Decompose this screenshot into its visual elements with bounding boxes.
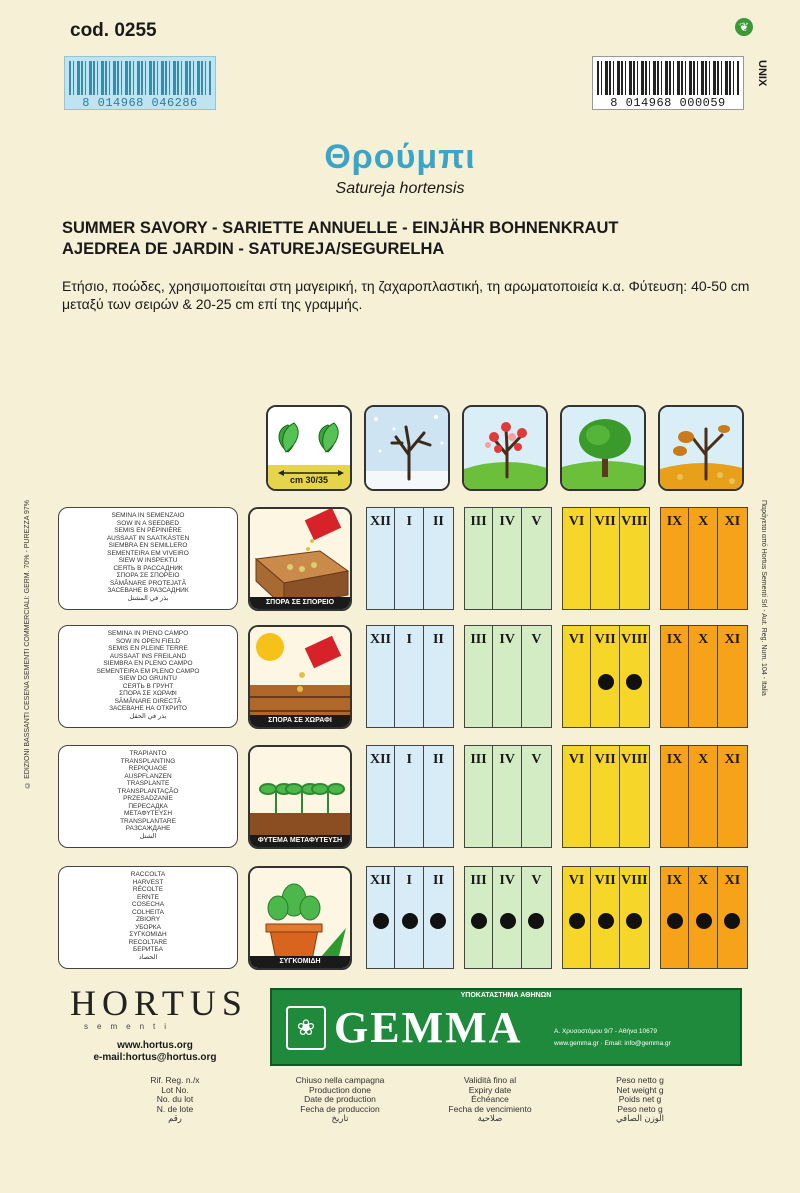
month-label: VI bbox=[568, 632, 585, 647]
row-text-line: ERNTE bbox=[136, 893, 160, 901]
row-text-transplant bbox=[58, 745, 238, 848]
summer-tree-icon bbox=[560, 405, 646, 491]
month-cell bbox=[563, 867, 591, 968]
product-code: cod. 0255 bbox=[70, 20, 157, 41]
month-column bbox=[366, 866, 454, 969]
month-cell bbox=[661, 867, 689, 968]
month-cell bbox=[396, 867, 424, 968]
month-column bbox=[660, 866, 748, 969]
barcode-right-digits: 8 014968 000059 bbox=[610, 96, 726, 110]
month-label: VI bbox=[568, 752, 585, 767]
month-label: II bbox=[432, 752, 444, 767]
side-text-right-content: Παράγεται από Hortus Sementi Srl - Aut. Reg. Num. 104 - Italia bbox=[760, 500, 767, 696]
row-text-line: РАЗСАЖДАНЕ bbox=[125, 825, 171, 832]
seed-tray-icon bbox=[248, 507, 352, 611]
row-text-line: TRASPLANTE bbox=[126, 780, 170, 787]
gemma-name: GEMMA bbox=[334, 1003, 523, 1052]
row-text-line: SIEMBRA EN SEMILLERO bbox=[108, 542, 188, 549]
month-label: I bbox=[406, 752, 412, 767]
row-text-line: SIEMBRA EN PLENO CAMPO bbox=[103, 660, 193, 667]
month-cell bbox=[424, 867, 452, 968]
row-text-line: COLHEITA bbox=[131, 908, 165, 916]
month-column bbox=[562, 745, 650, 848]
month-label: V bbox=[531, 873, 542, 888]
month-cell bbox=[690, 746, 718, 847]
side-text-left-content: © EDIZIONI BASSANTI CESENA SEMENTI COMMERCIALI: GERM. 70% - PUREZZA 97% bbox=[24, 500, 31, 788]
month-label: VIII bbox=[621, 514, 648, 529]
month-column bbox=[366, 745, 454, 848]
footer-line: Lot No. bbox=[161, 1084, 189, 1095]
row-text-sowing-field bbox=[58, 625, 238, 728]
autumn-tree-icon bbox=[658, 405, 744, 491]
month-label: VI bbox=[568, 873, 585, 888]
footer-line: Poids net g bbox=[618, 1094, 662, 1104]
gemma-banner bbox=[270, 988, 742, 1066]
harvest-icon bbox=[248, 866, 352, 970]
month-cell bbox=[620, 626, 648, 727]
product-description: Ετήσιο, ποώδες, χρησιμοποιείται στη μαγειρική, τη ζαχαροπλαστική, τη αρωματοποιεία κ.α. Φύτευση: 40-50 cm μεταξύ των σειρών & 20-25 cm επί της γραμμής. bbox=[62, 278, 750, 312]
month-cell bbox=[563, 626, 591, 727]
month-cell bbox=[367, 626, 395, 727]
month-column bbox=[660, 625, 748, 728]
active-month-dot bbox=[696, 913, 712, 929]
month-column bbox=[464, 745, 552, 848]
month-label: X bbox=[698, 514, 709, 529]
month-cell bbox=[396, 626, 424, 727]
row-text-line: SEMINA IN PIENO CAMPO bbox=[107, 630, 189, 637]
month-cell bbox=[718, 508, 746, 609]
month-label: IV bbox=[499, 632, 515, 647]
row-text-line: УБОРКА bbox=[135, 923, 161, 931]
row-text-line: ΣΠΟΡΑ ΣΕ ΧΩΡΑΦΙ bbox=[119, 690, 177, 697]
month-column bbox=[464, 625, 552, 728]
month-column bbox=[366, 507, 454, 610]
barcode-bars bbox=[69, 61, 211, 95]
transplant-icon bbox=[248, 745, 352, 849]
month-label: VIII bbox=[621, 752, 648, 767]
gemma-contact-line: www.gemma.gr · Email: info@gemma.gr bbox=[554, 1040, 671, 1047]
month-cell bbox=[367, 508, 395, 609]
row-text-line: ZBIORY bbox=[135, 916, 161, 923]
month-label: IX bbox=[666, 514, 683, 529]
month-cell bbox=[522, 867, 550, 968]
month-label: VIII bbox=[621, 632, 648, 647]
month-cell bbox=[494, 508, 522, 609]
row-text-sowing-seedbed bbox=[58, 507, 238, 610]
footer-line: Net weight g bbox=[616, 1084, 664, 1095]
side-text-right bbox=[760, 500, 774, 980]
month-cell bbox=[465, 867, 493, 968]
month-label: V bbox=[531, 514, 542, 529]
month-column bbox=[562, 507, 650, 610]
footer-line: N. de lote bbox=[156, 1103, 194, 1114]
active-month-dot bbox=[667, 913, 683, 929]
row-text-line: REPIQUAGE bbox=[128, 765, 168, 772]
month-label: VII bbox=[594, 632, 616, 647]
row-text-line: SĂMÂNARE DIRECTĂ bbox=[114, 697, 182, 705]
row-label: ΦΥΤΕΜΑ ΜΕΤΑΦΥΤΕΥΣΗ bbox=[250, 835, 350, 847]
active-month-dot bbox=[626, 674, 642, 690]
month-column bbox=[562, 866, 650, 969]
month-label: XII bbox=[369, 514, 391, 529]
month-cell bbox=[522, 508, 550, 609]
month-cell bbox=[718, 867, 746, 968]
gemma-address-line: A. Χρυσοστόμου 9/7 - Αθήνα 10679 bbox=[554, 1028, 657, 1035]
month-label: IX bbox=[666, 632, 683, 647]
row-text-line: SOW IN A SEEDBED bbox=[116, 519, 180, 527]
gemma-top-label: ΥΠΟΚΑΤΑΣΤΗΜΑ ΑΘΗΝΩΝ bbox=[460, 992, 552, 999]
month-label: II bbox=[432, 514, 444, 529]
row-label: ΣΥΓΚΟΜΙΔΗ bbox=[250, 956, 350, 968]
month-label: I bbox=[406, 632, 412, 647]
footer-line: Fecha de produccion bbox=[300, 1103, 380, 1114]
month-cell bbox=[367, 746, 395, 847]
month-cell bbox=[661, 508, 689, 609]
spacing-label: cm 30/35 bbox=[289, 475, 329, 485]
spacing-icon bbox=[266, 405, 352, 491]
footer-line: الوزن الصافي bbox=[615, 1113, 665, 1123]
row-text-line: SEMIS EN PLEINE TERRE bbox=[108, 645, 188, 652]
month-label: IV bbox=[499, 752, 515, 767]
row-text-line: HARVEST bbox=[132, 878, 164, 886]
row-text-line: TRANSPLANTAÇÃO bbox=[117, 787, 179, 795]
spring-tree-icon bbox=[462, 405, 548, 491]
row-text-line: TRANSPLANTING bbox=[120, 757, 176, 765]
month-cell bbox=[661, 746, 689, 847]
footer-line: Validità fino al bbox=[463, 1075, 517, 1085]
month-cell bbox=[396, 746, 424, 847]
footer-col-production bbox=[270, 1076, 410, 1124]
unix-label: UNIX bbox=[756, 60, 768, 87]
row-text-line: SOW IN OPEN FIELD bbox=[115, 637, 181, 645]
barcode-right bbox=[592, 56, 744, 110]
row-text-line: SĂMÂNARE PROTEJATĂ bbox=[109, 579, 187, 587]
row-text-harvest bbox=[58, 866, 238, 969]
month-label: I bbox=[406, 873, 412, 888]
row-text-line: بذر في الحقل bbox=[129, 712, 167, 720]
active-month-dot bbox=[724, 913, 740, 929]
row-text-line: TRANSPLANTARE bbox=[120, 817, 176, 825]
month-cell bbox=[465, 508, 493, 609]
hortus-sub: sementi bbox=[84, 1022, 176, 1031]
month-label: III bbox=[470, 873, 487, 888]
hortus-website[interactable]: www.hortus.org bbox=[117, 1040, 193, 1051]
month-cell bbox=[522, 626, 550, 727]
month-column bbox=[660, 507, 748, 610]
row-text-line: بذر في المشتل bbox=[127, 594, 169, 602]
month-label: XI bbox=[724, 514, 741, 529]
footer-line: Peso netto g bbox=[616, 1075, 664, 1085]
month-label: XI bbox=[724, 752, 741, 767]
month-cell bbox=[592, 626, 620, 727]
month-label: XII bbox=[369, 632, 391, 647]
month-label: XII bbox=[369, 752, 391, 767]
footer-col-weight bbox=[580, 1076, 700, 1124]
active-month-dot bbox=[430, 913, 446, 929]
month-label: V bbox=[531, 632, 542, 647]
month-cell bbox=[424, 508, 452, 609]
row-text-line: AUSSAAT INS FREILAND bbox=[109, 652, 187, 660]
month-label: IX bbox=[666, 873, 683, 888]
month-label: IV bbox=[499, 873, 515, 888]
active-month-dot bbox=[598, 913, 614, 929]
month-label: IX bbox=[666, 752, 683, 767]
month-label: X bbox=[698, 632, 709, 647]
month-cell bbox=[592, 746, 620, 847]
footer-line: No. du lot bbox=[156, 1094, 194, 1104]
row-label: ΣΠΟΡΑ ΣΕ ΧΩΡΑΦΙ bbox=[250, 715, 350, 727]
row-text-line: SEMINA IN SEMENZAIO bbox=[111, 512, 185, 519]
names-line-1: SUMMER SAVORY - SARIETTE ANNUELLE - EINJÄHR BOHNENKRAUT bbox=[62, 219, 619, 237]
latin-name: Satureja hortensis bbox=[335, 180, 465, 197]
month-cell bbox=[563, 508, 591, 609]
month-cell bbox=[620, 867, 648, 968]
month-label: VII bbox=[594, 873, 616, 888]
month-label: XII bbox=[369, 873, 391, 888]
footer-line: صلاحية bbox=[477, 1113, 503, 1123]
month-cell bbox=[563, 746, 591, 847]
month-cell bbox=[690, 508, 718, 609]
leaf-icon: ❦ bbox=[735, 18, 753, 36]
month-label: V bbox=[531, 752, 542, 767]
hortus-email[interactable]: e-mail:hortus@hortus.org bbox=[93, 1052, 217, 1063]
footer-line: Expiry date bbox=[468, 1084, 512, 1095]
barcode-left bbox=[64, 56, 216, 110]
month-label: XI bbox=[724, 632, 741, 647]
row-text-line: AUSSAAT IN SAATKÄSTEN bbox=[106, 534, 190, 542]
row-text-line: СЕЯТЬ В ГРУНТ bbox=[122, 682, 174, 690]
month-cell bbox=[494, 746, 522, 847]
month-column bbox=[464, 507, 552, 610]
gemma-emblem-icon: ❀ bbox=[286, 1006, 326, 1050]
hortus-web bbox=[70, 1040, 240, 1064]
active-month-dot bbox=[626, 913, 642, 929]
row-text-line: SEMENTEIRA EM PLENO CAMPO bbox=[96, 667, 200, 675]
month-cell bbox=[620, 746, 648, 847]
month-cell bbox=[718, 626, 746, 727]
month-cell bbox=[494, 867, 522, 968]
month-column bbox=[464, 866, 552, 969]
footer-line: Peso neto g bbox=[617, 1103, 663, 1114]
barcode-left-digits: 8 014968 046286 bbox=[82, 96, 198, 110]
row-text-line: PRZESADZANIE bbox=[123, 795, 173, 802]
month-label: III bbox=[470, 632, 487, 647]
row-text-line: ΜΕΤΑΦΥΤΕΥΣΗ bbox=[123, 810, 173, 817]
month-label: X bbox=[698, 873, 709, 888]
footer-line: Rif. Reg. n./x bbox=[150, 1075, 200, 1085]
month-label: VIII bbox=[621, 873, 648, 888]
month-label: I bbox=[406, 514, 412, 529]
month-cell bbox=[465, 626, 493, 727]
month-column bbox=[660, 745, 748, 848]
row-text-line: TRAPIANTO bbox=[129, 750, 167, 757]
month-column bbox=[562, 625, 650, 728]
month-label: II bbox=[432, 632, 444, 647]
month-cell bbox=[522, 746, 550, 847]
month-label: III bbox=[470, 514, 487, 529]
footer-col-lot bbox=[110, 1076, 240, 1124]
month-cell bbox=[592, 508, 620, 609]
month-cell bbox=[661, 626, 689, 727]
month-label: VII bbox=[594, 514, 616, 529]
month-cell bbox=[367, 867, 395, 968]
month-label: VII bbox=[594, 752, 616, 767]
active-month-dot bbox=[569, 913, 585, 929]
row-text-line: RÉCOLTE bbox=[132, 886, 164, 893]
month-cell bbox=[718, 746, 746, 847]
month-column bbox=[366, 625, 454, 728]
row-text-line: RECOLTARE bbox=[128, 938, 168, 946]
row-text-line: ΣΥΓΚΟΜΙΔΗ bbox=[129, 931, 167, 938]
month-label: XI bbox=[724, 873, 741, 888]
active-month-dot bbox=[402, 913, 418, 929]
active-month-dot bbox=[373, 913, 389, 929]
row-text-line: ΣΠΟΡΑ ΣΕ ΣΠΟΡΕΙΟ bbox=[116, 572, 180, 579]
open-field-sowing-icon bbox=[248, 625, 352, 729]
month-cell bbox=[465, 746, 493, 847]
winter-tree-icon bbox=[364, 405, 450, 491]
row-text-line: RACCOLTA bbox=[130, 871, 166, 878]
side-text-left bbox=[24, 500, 38, 960]
footer-col-expiry bbox=[420, 1076, 560, 1124]
footer-line: Production done bbox=[309, 1084, 371, 1095]
row-text-line: ПЕРЕСАДКА bbox=[128, 802, 168, 810]
month-cell bbox=[690, 867, 718, 968]
month-label: II bbox=[432, 873, 444, 888]
footer-line: Fecha de vencimiento bbox=[448, 1103, 532, 1114]
row-text-line: SEMENTEIRA EM VIVEIRO bbox=[107, 549, 189, 557]
row-text-line: ЗАСЕВАНЕ НА ОТКРИТО bbox=[109, 705, 187, 712]
row-text-line: SIEW W INSPEKTU bbox=[118, 557, 178, 564]
month-cell bbox=[620, 508, 648, 609]
row-text-line: الحصاد bbox=[138, 953, 158, 961]
active-month-dot bbox=[500, 913, 516, 929]
month-cell bbox=[592, 867, 620, 968]
month-cell bbox=[690, 626, 718, 727]
row-text-line: SEMIS EN PÉPINIÈRE bbox=[114, 527, 182, 534]
footer-line: Date de production bbox=[304, 1094, 376, 1104]
month-cell bbox=[396, 508, 424, 609]
footer-line: Échéance bbox=[471, 1094, 509, 1104]
row-text-line: ЗАСЕВАНЕ В РАЗСАДНИК bbox=[107, 587, 189, 594]
barcode-bars bbox=[597, 61, 739, 95]
hortus-logo: HORTUS bbox=[70, 983, 248, 1023]
month-label: IV bbox=[499, 514, 515, 529]
multilingual-names bbox=[62, 218, 762, 260]
active-month-dot bbox=[528, 913, 544, 929]
month-label: VI bbox=[568, 514, 585, 529]
month-label: X bbox=[698, 752, 709, 767]
active-month-dot bbox=[471, 913, 487, 929]
row-text-line: БЕРИТБА bbox=[132, 946, 164, 953]
gemma-address bbox=[554, 1026, 738, 1050]
footer-line: رقم bbox=[168, 1113, 182, 1123]
footer-line: Chiuso nella campagna bbox=[295, 1075, 385, 1085]
row-text-line: AUSPFLANZEN bbox=[124, 772, 172, 780]
row-text-line: СЕЯТЬ В РАССАДНИК bbox=[113, 564, 183, 572]
row-label: ΣΠΟΡΑ ΣΕ ΣΠΟΡΕΙΟ bbox=[250, 597, 350, 609]
month-cell bbox=[494, 626, 522, 727]
row-text-line: SIEW DO GRUNTU bbox=[119, 675, 177, 682]
month-label: III bbox=[470, 752, 487, 767]
footer-line: تاريخ bbox=[331, 1113, 349, 1123]
names-line-2: AJEDREA DE JARDIN - SATUREJA/SEGURELHA bbox=[62, 240, 445, 258]
product-title: Θρούμπι bbox=[324, 138, 476, 176]
row-text-line: COSECHA bbox=[131, 901, 165, 908]
month-cell bbox=[424, 746, 452, 847]
month-cell bbox=[424, 626, 452, 727]
row-text-line: الشتل bbox=[139, 832, 157, 840]
active-month-dot bbox=[598, 674, 614, 690]
